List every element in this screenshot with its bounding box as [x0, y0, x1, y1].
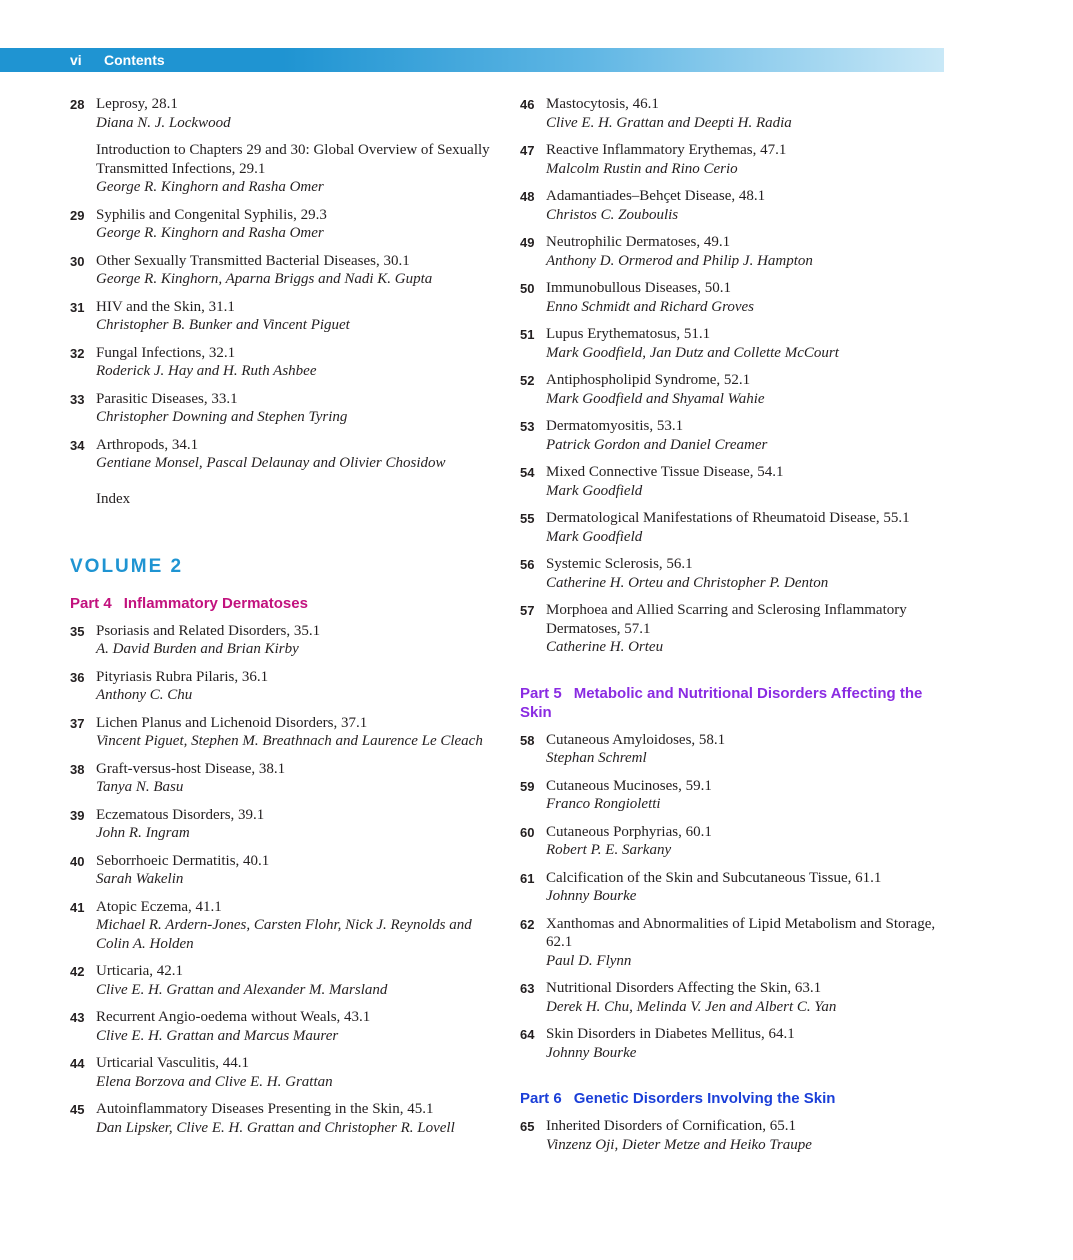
chapter-number: 42 — [70, 964, 85, 979]
chapter-title: Parasitic Diseases, 33.1 — [96, 390, 238, 407]
chapter-number: 65 — [520, 1119, 535, 1134]
toc-entry[interactable] — [520, 95, 940, 132]
chapter-authors: Johnny Bourke — [546, 1044, 637, 1061]
chapter-title: Reactive Inflammatory Erythemas, 47.1 — [546, 142, 787, 158]
chapter-number: 62 — [520, 916, 535, 932]
toc-entry[interactable] — [70, 668, 490, 705]
chapter-number: 35 — [70, 623, 85, 639]
chapter-number: 64 — [520, 1027, 535, 1042]
chapter-number: 33 — [70, 391, 85, 407]
part6-entries — [520, 1117, 940, 1154]
chapter-number: 55 — [520, 511, 535, 526]
part-title: Inflammatory Dermatoses — [123, 594, 308, 612]
toc-entry[interactable] — [70, 206, 490, 243]
right-column — [520, 95, 940, 1163]
toc-entry[interactable] — [520, 233, 940, 270]
chapter-number: 57 — [520, 603, 535, 618]
chapter-title: Cutaneous Porphyrias, 60.1 — [546, 823, 712, 840]
chapter-number: 43 — [70, 1010, 85, 1025]
chapter-authors: Christopher B. Bunker and Vincent Piguet — [96, 317, 350, 333]
chapter-authors: Patrick Gordon and Daniel Creamer — [546, 436, 768, 453]
chapter-authors: Mark Goodfield — [546, 528, 643, 545]
chapter-number: 45 — [70, 1102, 85, 1117]
chapter-authors: Clive E. H. Grattan and Marcus Maurer — [96, 1027, 339, 1044]
chapter-authors: Anthony C. Chu — [96, 687, 193, 703]
chapter-authors: Tanya N. Basu — [96, 779, 184, 795]
toc-entry[interactable] — [70, 298, 490, 335]
index-entry[interactable]: Index — [96, 490, 131, 507]
part4-right-entries — [520, 95, 940, 657]
chapter-number: 60 — [520, 824, 535, 840]
chapter-title: Antiphospholipid Syndrome, 52.1 — [546, 372, 751, 388]
chapter-title: Systemic Sclerosis, 56.1 — [546, 556, 693, 572]
chapter-authors: Dan Lipsker, Clive E. H. Grattan and Christopher R. Lovell — [96, 1119, 455, 1136]
chapter-authors: Robert P. E. Sarkany — [546, 842, 672, 858]
toc-entry[interactable] — [70, 436, 490, 473]
chapter-title: Nutritional Disorders Affecting the Skin, 63.1 — [546, 980, 822, 996]
chapter-number: 51 — [520, 327, 535, 342]
toc-entry[interactable] — [70, 806, 490, 843]
chapter-authors: Vincent Piguet, Stephen M. Breathnach and Laurence Le Cleach — [96, 733, 483, 749]
chapter-number: 32 — [70, 345, 85, 361]
chapter-title: Lichen Planus and Lichenoid Disorders, 37.1 — [96, 714, 368, 731]
chapter-number: 31 — [70, 299, 85, 315]
page-number: vi — [70, 52, 82, 68]
chapter-title: Dermatomyositis, 53.1 — [546, 418, 684, 434]
chapter-title: Psoriasis and Related Disorders, 35.1 — [96, 622, 321, 639]
chapter-authors: Stephan Schreml — [546, 750, 647, 766]
chapter-title: Other Sexually Transmitted Bacterial Diseases, 30.1 — [96, 252, 410, 269]
part-label: Part 4 — [70, 594, 112, 612]
running-title: Contents — [104, 52, 165, 68]
chapter-number: 41 — [70, 899, 85, 915]
chapter-number: 56 — [520, 557, 535, 572]
chapter-title: Inherited Disorders of Cornification, 65.1 — [546, 1118, 796, 1134]
chapter-title: Graft-versus-host Disease, 38.1 — [96, 760, 286, 777]
chapter-title: Syphilis and Congenital Syphilis, 29.3 — [96, 206, 327, 223]
chapter-title: Atopic Eczema, 41.1 — [96, 898, 222, 915]
chapter-title: Cutaneous Amyloidoses, 58.1 — [546, 731, 726, 748]
chapter-authors: George R. Kinghorn and Rasha Omer — [96, 225, 324, 241]
toc-entry[interactable] — [70, 898, 490, 954]
toc-entry[interactable] — [520, 1117, 940, 1154]
chapter-authors: Christopher Downing and Stephen Tyring — [96, 409, 348, 425]
chapter-authors: A. David Burden and Brian Kirby — [96, 641, 299, 657]
toc-entry[interactable] — [70, 760, 490, 797]
chapter-number: 48 — [520, 189, 535, 204]
chapter-authors: John R. Ingram — [96, 825, 190, 841]
toc-entry[interactable] — [70, 141, 490, 197]
chapter-title: Recurrent Angio-oedema without Weals, 43.1 — [96, 1009, 371, 1025]
toc-entry[interactable] — [70, 962, 490, 999]
chapter-authors: George R. Kinghorn, Aparna Briggs and Nadi K. Gupta — [96, 271, 433, 287]
chapter-number: 34 — [70, 437, 85, 453]
chapter-number: 39 — [70, 807, 85, 823]
chapter-title: Morphoea and Allied Scarring and Sclerosing Inflammatory Dermatoses, 57.1 — [546, 602, 907, 637]
chapter-number: 50 — [520, 281, 535, 296]
left-column — [70, 95, 490, 1146]
toc-entry[interactable] — [70, 252, 490, 289]
chapter-number: 59 — [520, 778, 535, 794]
chapter-authors: Christos C. Zouboulis — [546, 206, 679, 223]
toc-entry[interactable] — [520, 869, 940, 906]
chapter-title: Autoinflammatory Diseases Presenting in the Skin, 45.1 — [96, 1101, 434, 1117]
toc-entry[interactable] — [520, 417, 940, 454]
chapter-number: 54 — [520, 465, 535, 480]
toc-entry[interactable] — [70, 344, 490, 381]
part-title: Genetic Disorders Involving the Skin — [573, 1090, 836, 1107]
chapter-number: 49 — [520, 235, 535, 250]
part-label: Part 5 — [520, 684, 562, 702]
toc-entry[interactable] — [520, 601, 940, 657]
chapter-title: Pityriasis Rubra Pilaris, 36.1 — [96, 668, 269, 685]
running-header — [0, 48, 944, 72]
chapter-authors: Mark Goodfield, Jan Dutz and Collette McCourt — [546, 344, 839, 361]
chapter-title: HIV and the Skin, 31.1 — [96, 298, 235, 315]
chapter-authors: Derek H. Chu, Melinda V. Jen and Albert C. Yan — [546, 998, 837, 1015]
toc-entry[interactable] — [70, 622, 490, 659]
chapter-authors: Catherine H. Orteu — [546, 639, 664, 655]
toc-entry[interactable] — [70, 1054, 490, 1091]
chapter-title: Xanthomas and Abnormalities of Lipid Metabolism and Storage, 62.1 — [546, 915, 936, 950]
chapter-title: Cutaneous Mucinoses, 59.1 — [546, 777, 712, 794]
chapter-authors: Paul D. Flynn — [546, 952, 632, 969]
part-label: Part 6 — [520, 1090, 562, 1107]
chapter-authors: Mark Goodfield — [546, 482, 643, 499]
toc-entry[interactable] — [520, 777, 940, 814]
chapter-title: Leprosy, 28.1 — [96, 96, 178, 112]
part4-left-entries — [70, 622, 490, 1138]
chapter-title: Arthropods, 34.1 — [96, 436, 199, 453]
toc-entry[interactable] — [520, 509, 940, 546]
chapter-number: 58 — [520, 732, 535, 748]
toc-entry[interactable] — [520, 371, 940, 408]
chapter-title: Eczematous Disorders, 39.1 — [96, 806, 265, 823]
toc-entry[interactable] — [520, 141, 940, 178]
chapter-number: 46 — [520, 97, 535, 112]
chapter-number: 40 — [70, 853, 85, 869]
chapter-number: 37 — [70, 715, 85, 731]
chapter-authors: Michael R. Ardern-Jones, Carsten Flohr, Nick J. Reynolds and Colin A. Holden — [96, 917, 472, 952]
toc-entry[interactable] — [520, 979, 940, 1016]
toc-entry[interactable] — [520, 279, 940, 316]
chapter-authors: Mark Goodfield and Shyamal Wahie — [546, 390, 765, 407]
chapter-authors: Clive E. H. Grattan and Alexander M. Marsland — [96, 981, 388, 998]
chapter-authors: George R. Kinghorn and Rasha Omer — [96, 179, 324, 195]
chapter-number: 38 — [70, 761, 85, 777]
chapter-title: Lupus Erythematosus, 51.1 — [546, 326, 711, 342]
chapter-title: Skin Disorders in Diabetes Mellitus, 64.1 — [546, 1026, 795, 1042]
chapter-authors: Catherine H. Orteu and Christopher P. Denton — [546, 574, 829, 591]
chapter-authors: Anthony D. Ormerod and Philip J. Hampton — [546, 252, 813, 269]
toc-entry[interactable] — [70, 1008, 490, 1045]
chapter-number: 29 — [70, 207, 85, 223]
chapter-number: 44 — [70, 1056, 85, 1071]
chapter-number: 28 — [70, 97, 85, 112]
chapter-title: Dermatological Manifestations of Rheumatoid Disease, 55.1 — [546, 510, 910, 526]
volume-heading: VOLUME 2 — [70, 555, 184, 577]
chapter-title: Urticaria, 42.1 — [96, 963, 184, 979]
chapter-number: 63 — [520, 981, 535, 996]
toc-entry[interactable] — [70, 852, 490, 889]
toc-entry[interactable] — [70, 1100, 490, 1137]
chapter-title: Urticarial Vasculitis, 44.1 — [96, 1055, 250, 1071]
chapter-authors: Clive E. H. Grattan and Deepti H. Radia — [546, 114, 792, 131]
chapter-number: 61 — [520, 870, 535, 886]
chapter-authors: Elena Borzova and Clive E. H. Grattan — [96, 1073, 333, 1090]
toc-entry[interactable] — [520, 187, 940, 224]
chapter-title: Mixed Connective Tissue Disease, 54.1 — [546, 464, 784, 480]
chapter-number: 52 — [520, 373, 535, 388]
toc-entry[interactable] — [520, 325, 940, 362]
chapter-title: Immunobullous Diseases, 50.1 — [546, 280, 731, 296]
toc-entry[interactable] — [70, 714, 490, 751]
toc-entry[interactable] — [520, 555, 940, 592]
chapter-authors: Gentiane Monsel, Pascal Delaunay and Olivier Chosidow — [96, 455, 446, 471]
chapter-authors: Diana N. J. Lockwood — [96, 114, 231, 131]
chapter-authors: Franco Rongioletti — [546, 796, 661, 812]
chapter-number: 30 — [70, 253, 85, 269]
chapter-title: Seborrhoeic Dermatitis, 40.1 — [96, 852, 270, 869]
part-title: Metabolic and Nutritional Disorders Affecting the Skin — [520, 684, 923, 721]
chapter-title: Fungal Infections, 32.1 — [96, 344, 236, 361]
chapter-authors: Roderick J. Hay and H. Ruth Ashbee — [96, 363, 317, 379]
part-heading-4 — [70, 594, 490, 613]
chapter-title: Mastocytosis, 46.1 — [546, 96, 659, 112]
part-heading-6 — [520, 1089, 940, 1108]
toc-entry[interactable] — [520, 463, 940, 500]
toc-entry[interactable] — [70, 390, 490, 427]
toc-entry[interactable] — [520, 823, 940, 860]
vol1-entries — [70, 95, 490, 473]
part5-entries — [520, 731, 940, 1063]
part-heading-5 — [520, 684, 940, 722]
toc-entry[interactable] — [70, 95, 490, 132]
chapter-title: Introduction to Chapters 29 and 30: Global Overview of Sexually Transmitted Infections, 29.1 — [96, 142, 490, 177]
chapter-title: Neutrophilic Dermatoses, 49.1 — [546, 234, 731, 250]
toc-entry[interactable] — [520, 915, 940, 971]
chapter-authors: Enno Schmidt and Richard Groves — [546, 298, 755, 315]
chapter-authors: Malcolm Rustin and Rino Cerio — [546, 160, 738, 177]
chapter-number: 47 — [520, 143, 535, 158]
chapter-authors: Vinzenz Oji, Dieter Metze and Heiko Traupe — [546, 1136, 812, 1153]
chapter-title: Adamantiades–Behçet Disease, 48.1 — [546, 188, 766, 204]
toc-entry[interactable] — [520, 1025, 940, 1062]
toc-entry[interactable] — [520, 731, 940, 768]
chapter-title: Calcification of the Skin and Subcutaneous Tissue, 61.1 — [546, 869, 882, 886]
chapter-number: 36 — [70, 669, 85, 685]
chapter-authors: Johnny Bourke — [546, 888, 637, 904]
chapter-number: 53 — [520, 419, 535, 434]
chapter-authors: Sarah Wakelin — [96, 871, 184, 887]
